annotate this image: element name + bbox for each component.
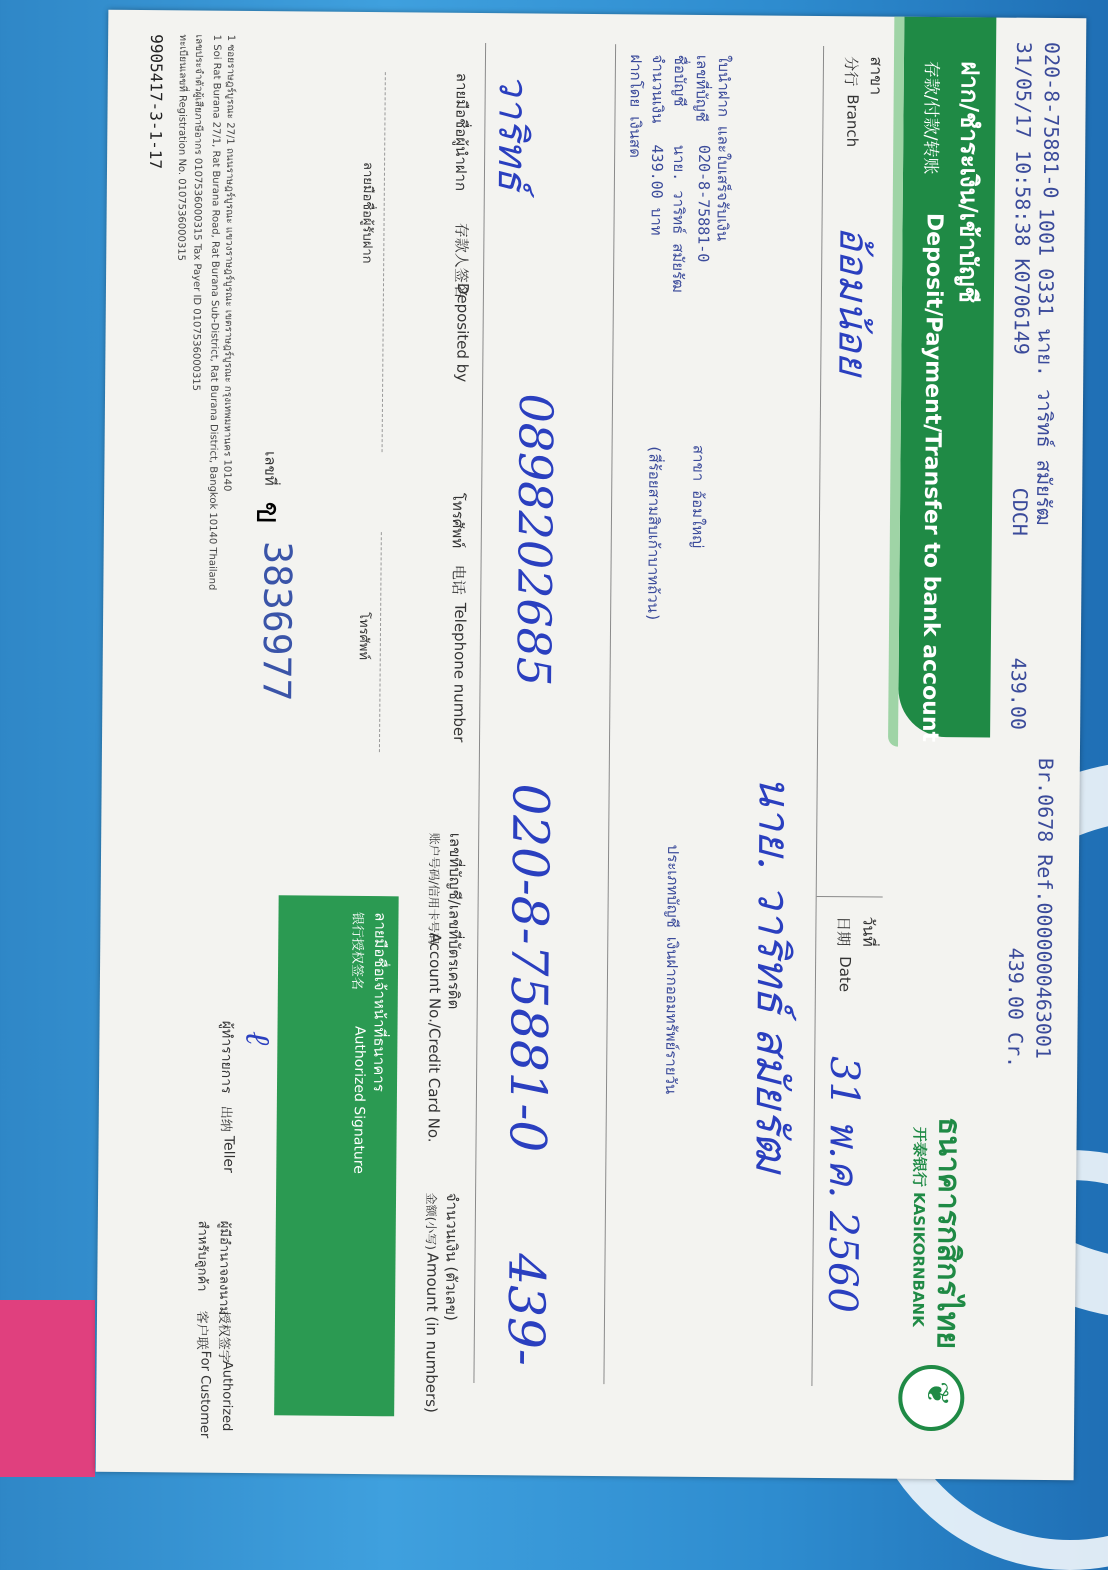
date-label-chinese: 日期	[834, 916, 853, 947]
detail-line-2-value: 020-8-75881-0	[694, 144, 714, 263]
for-customer-chinese: 客户联	[193, 1310, 210, 1350]
cloth-pink-bottom-left	[0, 1300, 95, 1477]
row-divider-account	[603, 44, 616, 1384]
date-label-english: Date	[835, 956, 855, 993]
date-label-thai: วันที่	[859, 916, 879, 947]
detail-line-4-value: 439.00 บาท	[647, 144, 667, 236]
phone-label-chinese: 电话	[449, 564, 468, 595]
for-customer-thai: สำหรับลูกค้า	[194, 1220, 210, 1292]
detail-line-4-label: จำนวนเงิน	[648, 54, 668, 124]
printout-line2-left: 31/05/17 10:58:38 K0706149	[1009, 41, 1037, 355]
handwritten-date: 31 พ.ค. 2560	[819, 1056, 868, 1314]
teller-initial: ℓ	[237, 1030, 278, 1046]
for-customer-english: For Customer	[196, 1350, 213, 1439]
serial-prefix: ข	[247, 500, 289, 525]
handwritten-amount: 439-	[496, 1253, 556, 1367]
title-thai: ฝาก/ชำระเงิน/เข้าบัญชี	[953, 61, 984, 303]
title-bar	[898, 17, 996, 743]
bank-name-english: 开泰银行 KASIKORNBANK	[908, 1126, 929, 1327]
printout-line2-right: 439.00 Cr.	[1003, 947, 1029, 1069]
kbank-logo-icon: ❦	[898, 1365, 965, 1432]
auth-sig-chinese: 银行授权签名	[348, 911, 365, 991]
depositor-label-chinese: 存款人签名	[451, 222, 471, 298]
serial-number: 3836977	[254, 541, 300, 702]
teller-label-english: Teller	[220, 1135, 237, 1173]
footer-address-thai: 1 ซอยราษฎร์บูรณะ 27/1 ถนนราษฎร์บูรณะ แขวงราษฎร์บูรณะ เขตราษฎร์บูรณะ กรุงเทพมหานคร 10140	[221, 34, 237, 492]
printout-line2-amount: 439.00	[1006, 657, 1031, 731]
depositor-label-thai: ลายมือชื่อผู้นำฝาก	[451, 72, 471, 192]
account-label-chinese: 账户号码/信用卡号码	[426, 832, 442, 945]
detail-line-3-label: ชื่อบัญชี	[670, 54, 690, 107]
handwritten-depositor-signature: วาริทธ์	[488, 73, 536, 191]
detail-line-5: ฝากโดย เงินสด	[626, 54, 646, 158]
printout-line2-mid: CDCH	[1007, 487, 1033, 537]
detail-line-1: ใบนำฝาก และใบเสร็จรับเงิน	[713, 55, 734, 242]
detail-line-2-tail: สาขา อ้อมใหญ่	[688, 444, 708, 549]
deposit-form	[96, 10, 1087, 1480]
row-divider-labels	[473, 43, 486, 1383]
printout-line1-mid: 1001 0331 นาย. วาริทธ์ สมัยรัฒ	[1031, 207, 1059, 526]
handwritten-branch: อ้อมน้อย	[829, 226, 877, 376]
detail-line-3-value: นาย. วาริทธ์ สมัยรัฒ	[668, 144, 689, 293]
customer-copy-english: Authorized	[218, 1360, 235, 1432]
footer-registration: ทะเบียนเลขที่ Registration No. 0107536000315	[175, 34, 189, 262]
detail-line-2-label: เลขที่บัญชี	[692, 54, 712, 122]
branch-label-thai: สาขา	[866, 56, 887, 96]
handwritten-account-no: 020-8-75881-0	[498, 783, 560, 1153]
serial-label: เลขที่	[261, 451, 280, 486]
phone-label-english: Telephone number	[450, 602, 470, 743]
form-code: 9905417-3-1-17	[146, 34, 167, 170]
account-label-thai: เลขที่บัญชี/เลขที่บัตรเครดิต	[444, 832, 465, 1010]
teller-label-thai: ผู้ทำรายการ	[217, 1020, 235, 1094]
receiver-sig-line	[382, 72, 386, 452]
branch-label-english: Branch	[843, 94, 862, 148]
title-chinese: 存款/付款/转账	[919, 60, 941, 175]
authorized-signature-box	[274, 895, 399, 1416]
branch-date-divider	[817, 896, 883, 898]
footer-address-english: 1 Soi Rat Burana 27/1, Rat Burana Road, Rat Burana Sub-District, Rat Burana District, Bangkok 10140 Thailand	[206, 34, 223, 591]
footer-tax-id: เลขประจำตัวผู้เสียภาษีอากร 0107536000315 Tax Payer ID 0107536000315	[190, 34, 205, 392]
handwritten-phone: 0898202685	[506, 393, 564, 687]
amount-label-english: Amount (in numbers)	[422, 1252, 442, 1413]
title-english: Deposit/Payment/Transfer to bank account	[917, 212, 947, 743]
teller-label-chinese: 出纳	[217, 1105, 233, 1132]
branch-label-chinese: 分行	[841, 56, 861, 87]
depositor-label-english: Deposited by	[453, 282, 473, 383]
printout-line1-left: 020-8-75881-0	[1038, 41, 1065, 199]
handwritten-account-name: นาย. วาริทธ์ สมัยรัฒ	[745, 775, 800, 1173]
customer-copy-thai: ผู้มีอำนาจลงนาม	[216, 1220, 232, 1316]
auth-sig-english: Authorized Signature	[350, 1025, 368, 1174]
amount-label-thai: จำนวนเงิน (ตัวเลข)	[441, 1192, 462, 1321]
customer-copy-chinese: 授权签字	[215, 1310, 232, 1363]
amount-label-chinese: 金额(小写)	[423, 1192, 439, 1251]
printout-line1-right: Br.0678 Ref.0000000463001	[1031, 757, 1058, 1060]
receiver-sig-label: ลายมือชื่อผู้รับฝาก	[359, 161, 376, 264]
receiver-phone-label: โทรศัพท์	[355, 611, 372, 661]
detail-line-3-tail: ประเภทบัญชี เงินฝากออมทรัพย์รายวัน	[661, 844, 683, 1095]
detail-line-4-tail: (สี่ร้อยสามสิบเก้าบาทถ้วน)	[644, 444, 664, 623]
bank-name-thai: ธนาคารกสิกรไทย	[929, 1116, 967, 1350]
account-label-english: Account No./Credit Card No.	[424, 932, 445, 1143]
phone-label-thai: โทรศัพท์	[448, 492, 468, 549]
auth-sig-thai: ลายมือชื่อเจ้าหน้าที่ธนาคาร	[369, 912, 390, 1092]
deposit-slip	[96, 10, 1087, 1480]
receiver-phone-line	[379, 532, 382, 752]
